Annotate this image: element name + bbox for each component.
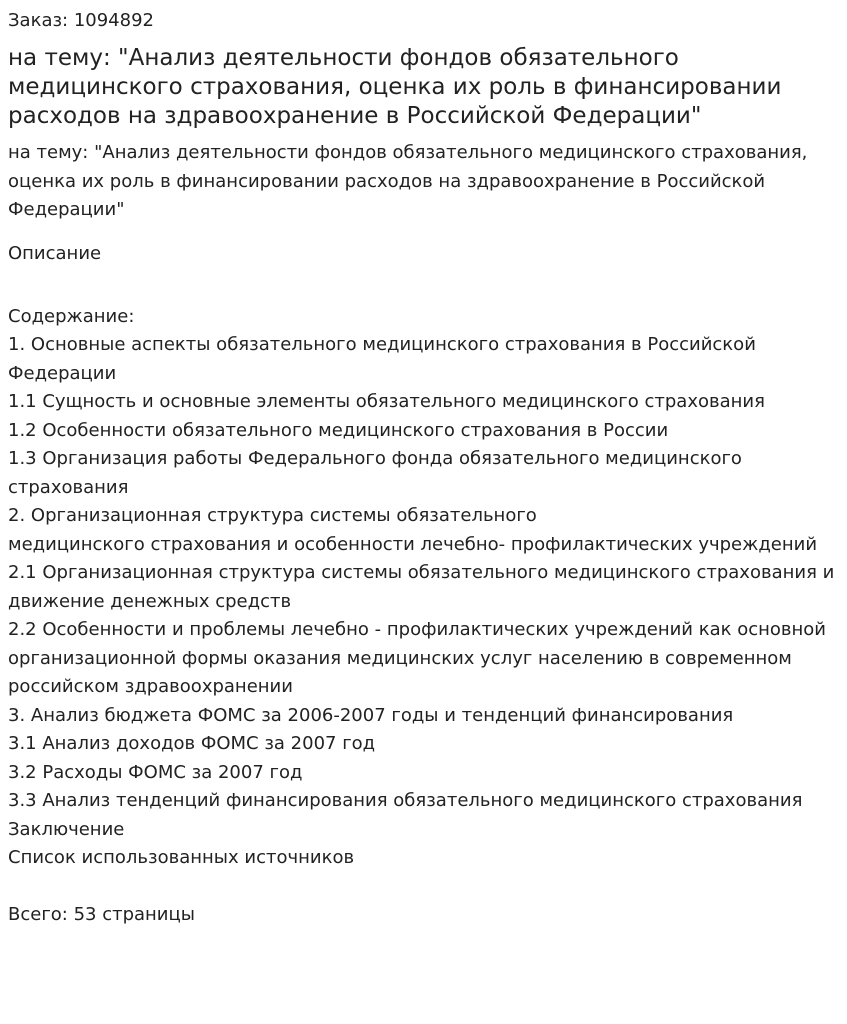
contents-item: 1.2 Особенности обязательного медицинского страхования в России [8,419,669,441]
contents-heading: Содержание: [8,305,135,327]
contents-item: 1.3 Организация работы Федерального фонда обязательного медицинского страхования [8,448,742,498]
contents-item: 3.1 Анализ доходов ФОМС за 2007 год [8,733,376,754]
page-count: Всего: 53 страницы [8,903,195,925]
contents-item: Список использованных источников [8,847,355,868]
work-topic: на тему: "Анализ деятельности фондов обязательного медицинского страхования, оценка их роль в финансировании расходов на здравоохранение в Российской Федерации" [8,142,808,220]
order-number: Заказ: 1094892 [8,10,154,31]
contents-item: 3. Анализ бюджета ФОМС за 2006-2007 годы и тенденций финансирования [8,704,734,726]
page-title: на тему: "Анализ деятельности фондов обязательного медицинского страхования, оценка их роль в финансировании расходов на здравоохранение в Российской Федерации" [8,45,782,129]
contents-item: Заключение [8,818,125,840]
contents-item: медицинского страхования и особенности лечебно- профилактических учреждений [8,533,818,555]
contents-item: 3.3 Анализ тенденций финансирования обязательного медицинского страхования [8,790,803,811]
contents-item: 2. Организационная структура системы обязательного [8,505,537,526]
table-of-contents [8,303,837,873]
contents-item: 2.2 Особенности и проблемы лечебно - профилактических учреждений как основной организационной формы оказания медицинских услуг населению в современном российском здравоохранении [8,619,826,697]
contents-item: 3.2 Расходы ФОМС за 2007 год [8,761,303,783]
contents-item: 1.1 Сущность и основные элементы обязательного медицинского страхования [8,391,765,412]
contents-item: 2.1 Организационная структура системы обязательного медицинского страхования и движение денежных средств [8,562,835,612]
description-heading: Описание [8,242,102,264]
contents-item: 1. Основные аспекты обязательного медицинского страхования в Российской Федерации [8,334,756,384]
